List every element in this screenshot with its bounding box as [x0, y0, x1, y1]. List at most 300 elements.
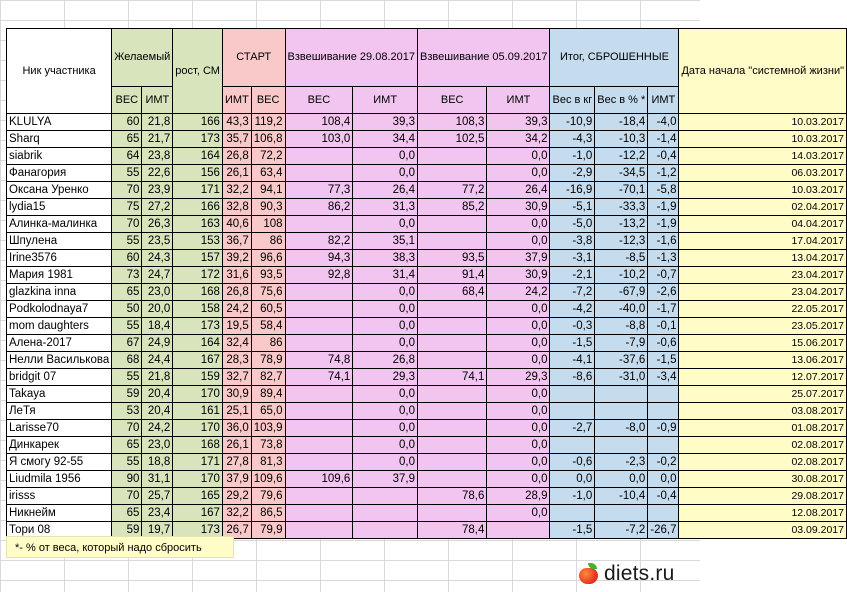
cell-w1-bmi[interactable]: 29,3: [353, 369, 418, 386]
cell-lost-kg[interactable]: [550, 437, 595, 454]
cell-height[interactable]: 164: [173, 148, 223, 165]
cell-desired-weight[interactable]: 67: [112, 335, 142, 352]
cell-start-weight[interactable]: 86: [251, 233, 285, 250]
cell-desired-weight[interactable]: 59: [112, 386, 142, 403]
cell-start-date[interactable]: 29.08.2017: [679, 488, 847, 505]
cell-w2-weight[interactable]: 77,2: [418, 182, 487, 199]
cell-desired-bmi[interactable]: 27,2: [142, 199, 173, 216]
cell-nick[interactable]: glazkina inna: [7, 284, 112, 301]
cell-lost-bmi[interactable]: -1,3: [648, 250, 679, 267]
cell-start-date[interactable]: 22.05.2017: [679, 301, 847, 318]
cell-lost-kg[interactable]: -7,2: [550, 284, 595, 301]
cell-w1-bmi[interactable]: 31,4: [353, 267, 418, 284]
cell-nick[interactable]: Алинка-малинка: [7, 216, 112, 233]
cell-start-date[interactable]: 13.06.2017: [679, 352, 847, 369]
cell-desired-bmi[interactable]: 21,8: [142, 369, 173, 386]
cell-start-weight[interactable]: 106,8: [251, 131, 285, 148]
cell-desired-weight[interactable]: 55: [112, 233, 142, 250]
cell-lost-bmi[interactable]: -1,7: [648, 301, 679, 318]
cell-desired-bmi[interactable]: 23,5: [142, 233, 173, 250]
cell-w1-weight[interactable]: 92,8: [285, 267, 353, 284]
cell-start-bmi[interactable]: 32,4: [222, 335, 251, 352]
cell-w2-weight[interactable]: [418, 471, 487, 488]
cell-height[interactable]: 170: [173, 386, 223, 403]
cell-desired-bmi[interactable]: 18,8: [142, 454, 173, 471]
cell-start-bmi[interactable]: 32,8: [222, 199, 251, 216]
cell-lost-kg[interactable]: [550, 403, 595, 420]
cell-w2-bmi[interactable]: 30,9: [487, 199, 550, 216]
cell-start-date[interactable]: 02.08.2017: [679, 454, 847, 471]
cell-w2-bmi[interactable]: 29,3: [487, 369, 550, 386]
cell-start-bmi[interactable]: 29,2: [222, 488, 251, 505]
cell-w2-bmi[interactable]: 39,3: [487, 114, 550, 131]
cell-w1-bmi[interactable]: 0,0: [353, 216, 418, 233]
cell-w2-weight[interactable]: [418, 233, 487, 250]
cell-w2-weight[interactable]: [418, 386, 487, 403]
cell-lost-bmi[interactable]: -4,0: [648, 114, 679, 131]
cell-w1-weight[interactable]: 74,8: [285, 352, 353, 369]
cell-w1-bmi[interactable]: 0,0: [353, 420, 418, 437]
cell-w1-weight[interactable]: [285, 335, 353, 352]
cell-lost-kg[interactable]: -8,6: [550, 369, 595, 386]
cell-height[interactable]: 153: [173, 233, 223, 250]
cell-desired-bmi[interactable]: 23,4: [142, 505, 173, 522]
cell-w2-bmi[interactable]: 0,0: [487, 471, 550, 488]
cell-w1-weight[interactable]: [285, 420, 353, 437]
cell-w1-weight[interactable]: 82,2: [285, 233, 353, 250]
cell-desired-bmi[interactable]: 20,0: [142, 301, 173, 318]
cell-start-bmi[interactable]: 32,2: [222, 182, 251, 199]
cell-desired-weight[interactable]: 70: [112, 488, 142, 505]
cell-desired-bmi[interactable]: 24,3: [142, 250, 173, 267]
cell-start-date[interactable]: 10.03.2017: [679, 182, 847, 199]
cell-lost-kg[interactable]: -1,5: [550, 522, 595, 539]
cell-w1-weight[interactable]: [285, 284, 353, 301]
cell-nick[interactable]: Тори 08: [7, 522, 112, 539]
cell-lost-kg[interactable]: -1,0: [550, 148, 595, 165]
cell-nick[interactable]: Larisse70: [7, 420, 112, 437]
cell-lost-bmi[interactable]: [648, 403, 679, 420]
cell-w2-weight[interactable]: 78,6: [418, 488, 487, 505]
cell-w2-weight[interactable]: 102,5: [418, 131, 487, 148]
cell-start-bmi[interactable]: 26,1: [222, 437, 251, 454]
cell-start-bmi[interactable]: 32,2: [222, 505, 251, 522]
cell-w2-bmi[interactable]: 0,0: [487, 301, 550, 318]
cell-lost-kg[interactable]: -3,1: [550, 250, 595, 267]
cell-height[interactable]: 156: [173, 165, 223, 182]
cell-start-weight[interactable]: 72,2: [251, 148, 285, 165]
cell-w1-weight[interactable]: [285, 488, 353, 505]
cell-w1-bmi[interactable]: 34,4: [353, 131, 418, 148]
cell-nick[interactable]: Liudmila 1956: [7, 471, 112, 488]
cell-w2-weight[interactable]: 78,4: [418, 522, 487, 539]
cell-w2-bmi[interactable]: 0,0: [487, 505, 550, 522]
cell-lost-kg[interactable]: -2,7: [550, 420, 595, 437]
cell-start-weight[interactable]: 60,5: [251, 301, 285, 318]
cell-nick[interactable]: Takaya: [7, 386, 112, 403]
cell-desired-bmi[interactable]: 23,8: [142, 148, 173, 165]
cell-start-weight[interactable]: 90,3: [251, 199, 285, 216]
cell-desired-weight[interactable]: 55: [112, 165, 142, 182]
cell-start-bmi[interactable]: 25,1: [222, 403, 251, 420]
cell-w1-weight[interactable]: [285, 522, 353, 539]
cell-lost-bmi[interactable]: -0,9: [648, 420, 679, 437]
cell-desired-bmi[interactable]: 24,4: [142, 352, 173, 369]
cell-w2-weight[interactable]: [418, 318, 487, 335]
cell-height[interactable]: 173: [173, 131, 223, 148]
cell-w2-weight[interactable]: 108,3: [418, 114, 487, 131]
cell-start-date[interactable]: 12.07.2017: [679, 369, 847, 386]
cell-w1-bmi[interactable]: 0,0: [353, 386, 418, 403]
cell-start-weight[interactable]: 79,6: [251, 488, 285, 505]
cell-lost-kg[interactable]: -0,6: [550, 454, 595, 471]
cell-w2-weight[interactable]: [418, 505, 487, 522]
cell-lost-bmi[interactable]: -1,5: [648, 352, 679, 369]
cell-desired-weight[interactable]: 60: [112, 250, 142, 267]
cell-lost-pct[interactable]: -2,3: [595, 454, 648, 471]
cell-w2-weight[interactable]: [418, 216, 487, 233]
cell-desired-weight[interactable]: 55: [112, 318, 142, 335]
cell-lost-kg[interactable]: 0,0: [550, 471, 595, 488]
cell-w2-bmi[interactable]: 0,0: [487, 148, 550, 165]
cell-lost-kg[interactable]: [550, 386, 595, 403]
cell-w1-weight[interactable]: [285, 318, 353, 335]
cell-w2-bmi[interactable]: 0,0: [487, 386, 550, 403]
cell-desired-bmi[interactable]: 24,7: [142, 267, 173, 284]
cell-start-weight[interactable]: 89,4: [251, 386, 285, 403]
cell-w2-bmi[interactable]: 26,4: [487, 182, 550, 199]
cell-height[interactable]: 167: [173, 505, 223, 522]
cell-desired-weight[interactable]: 55: [112, 454, 142, 471]
cell-w2-weight[interactable]: 68,4: [418, 284, 487, 301]
cell-start-weight[interactable]: 94,1: [251, 182, 285, 199]
cell-start-bmi[interactable]: 40,6: [222, 216, 251, 233]
cell-lost-kg[interactable]: -0,3: [550, 318, 595, 335]
cell-lost-bmi[interactable]: -0,4: [648, 148, 679, 165]
cell-lost-bmi[interactable]: [648, 505, 679, 522]
cell-w2-bmi[interactable]: 24,2: [487, 284, 550, 301]
cell-lost-pct[interactable]: -31,0: [595, 369, 648, 386]
cell-lost-pct[interactable]: -13,2: [595, 216, 648, 233]
cell-w2-bmi[interactable]: 0,0: [487, 318, 550, 335]
cell-start-weight[interactable]: 86,5: [251, 505, 285, 522]
cell-w2-bmi[interactable]: 0,0: [487, 165, 550, 182]
cell-desired-bmi[interactable]: 23,0: [142, 437, 173, 454]
cell-lost-pct[interactable]: [595, 386, 648, 403]
cell-height[interactable]: 165: [173, 488, 223, 505]
cell-start-bmi[interactable]: 32,7: [222, 369, 251, 386]
cell-lost-pct[interactable]: -67,9: [595, 284, 648, 301]
cell-lost-bmi[interactable]: -1,4: [648, 131, 679, 148]
cell-nick[interactable]: Мария 1981: [7, 267, 112, 284]
cell-w1-weight[interactable]: 77,3: [285, 182, 353, 199]
cell-lost-bmi[interactable]: -1,9: [648, 216, 679, 233]
cell-lost-pct[interactable]: -10,4: [595, 488, 648, 505]
cell-lost-pct[interactable]: [595, 505, 648, 522]
cell-w2-weight[interactable]: [418, 420, 487, 437]
cell-nick[interactable]: ЛеТя: [7, 403, 112, 420]
cell-lost-bmi[interactable]: -0,7: [648, 267, 679, 284]
cell-lost-kg[interactable]: -5,0: [550, 216, 595, 233]
cell-lost-bmi[interactable]: -0,2: [648, 454, 679, 471]
cell-lost-bmi[interactable]: -2,6: [648, 284, 679, 301]
cell-start-weight[interactable]: 82,7: [251, 369, 285, 386]
cell-start-bmi[interactable]: 36,7: [222, 233, 251, 250]
cell-desired-weight[interactable]: 65: [112, 284, 142, 301]
cell-lost-bmi[interactable]: -26,7: [648, 522, 679, 539]
cell-desired-bmi[interactable]: 18,4: [142, 318, 173, 335]
cell-w2-bmi[interactable]: 0,0: [487, 335, 550, 352]
cell-start-bmi[interactable]: 27,8: [222, 454, 251, 471]
cell-w1-bmi[interactable]: [353, 488, 418, 505]
cell-nick[interactable]: bridgit 07: [7, 369, 112, 386]
cell-lost-pct[interactable]: -10,3: [595, 131, 648, 148]
cell-desired-bmi[interactable]: 24,9: [142, 335, 173, 352]
cell-desired-weight[interactable]: 65: [112, 437, 142, 454]
cell-lost-kg[interactable]: -1,5: [550, 335, 595, 352]
cell-w2-weight[interactable]: 93,5: [418, 250, 487, 267]
cell-height[interactable]: 173: [173, 522, 223, 539]
cell-height[interactable]: 166: [173, 199, 223, 216]
cell-w1-weight[interactable]: [285, 437, 353, 454]
cell-w1-bmi[interactable]: 0,0: [353, 284, 418, 301]
cell-height[interactable]: 164: [173, 335, 223, 352]
cell-height[interactable]: 159: [173, 369, 223, 386]
cell-w1-weight[interactable]: [285, 165, 353, 182]
cell-desired-weight[interactable]: 60: [112, 114, 142, 131]
cell-w2-weight[interactable]: [418, 454, 487, 471]
cell-start-weight[interactable]: 73,8: [251, 437, 285, 454]
cell-w1-bmi[interactable]: 0,0: [353, 301, 418, 318]
cell-start-weight[interactable]: 81,3: [251, 454, 285, 471]
cell-desired-bmi[interactable]: 20,4: [142, 386, 173, 403]
cell-lost-bmi[interactable]: -0,6: [648, 335, 679, 352]
cell-lost-bmi[interactable]: [648, 437, 679, 454]
cell-nick[interactable]: Оксана Уренко: [7, 182, 112, 199]
cell-w1-weight[interactable]: 74,1: [285, 369, 353, 386]
cell-start-date[interactable]: 23.04.2017: [679, 267, 847, 284]
cell-desired-weight[interactable]: 50: [112, 301, 142, 318]
cell-desired-bmi[interactable]: 20,4: [142, 403, 173, 420]
cell-w1-weight[interactable]: 94,3: [285, 250, 353, 267]
cell-height[interactable]: 167: [173, 352, 223, 369]
cell-height[interactable]: 173: [173, 318, 223, 335]
cell-start-date[interactable]: 06.03.2017: [679, 165, 847, 182]
cell-lost-pct[interactable]: -12,3: [595, 233, 648, 250]
cell-height[interactable]: 158: [173, 301, 223, 318]
cell-w1-bmi[interactable]: 0,0: [353, 335, 418, 352]
cell-desired-bmi[interactable]: 31,1: [142, 471, 173, 488]
cell-w2-weight[interactable]: [418, 165, 487, 182]
diets-logo[interactable]: [578, 560, 674, 588]
cell-start-weight[interactable]: 103,9: [251, 420, 285, 437]
cell-lost-bmi[interactable]: -1,2: [648, 165, 679, 182]
cell-desired-weight[interactable]: 70: [112, 182, 142, 199]
cell-start-date[interactable]: 25.07.2017: [679, 386, 847, 403]
cell-w2-bmi[interactable]: 30,9: [487, 267, 550, 284]
cell-start-date[interactable]: 23.04.2017: [679, 284, 847, 301]
cell-lost-kg[interactable]: -10,9: [550, 114, 595, 131]
cell-start-date[interactable]: 02.08.2017: [679, 437, 847, 454]
cell-start-bmi[interactable]: 39,2: [222, 250, 251, 267]
cell-w2-weight[interactable]: [418, 148, 487, 165]
cell-start-weight[interactable]: 63,4: [251, 165, 285, 182]
cell-start-bmi[interactable]: 28,3: [222, 352, 251, 369]
cell-desired-weight[interactable]: 53: [112, 403, 142, 420]
cell-desired-bmi[interactable]: 25,7: [142, 488, 173, 505]
cell-lost-pct[interactable]: [595, 437, 648, 454]
cell-lost-bmi[interactable]: -5,8: [648, 182, 679, 199]
cell-w2-weight[interactable]: 91,4: [418, 267, 487, 284]
cell-height[interactable]: 168: [173, 284, 223, 301]
cell-w2-bmi[interactable]: 0,0: [487, 454, 550, 471]
cell-desired-weight[interactable]: 59: [112, 522, 142, 539]
cell-desired-bmi[interactable]: 19,7: [142, 522, 173, 539]
cell-lost-kg[interactable]: -16,9: [550, 182, 595, 199]
cell-lost-kg[interactable]: -4,3: [550, 131, 595, 148]
cell-desired-weight[interactable]: 68: [112, 352, 142, 369]
cell-lost-pct[interactable]: -10,2: [595, 267, 648, 284]
cell-height[interactable]: 170: [173, 471, 223, 488]
cell-w2-bmi[interactable]: 0,0: [487, 437, 550, 454]
cell-start-date[interactable]: 02.04.2017: [679, 199, 847, 216]
cell-start-bmi[interactable]: 37,9: [222, 471, 251, 488]
cell-desired-bmi[interactable]: 23,0: [142, 284, 173, 301]
cell-desired-weight[interactable]: 90: [112, 471, 142, 488]
cell-nick[interactable]: irisss: [7, 488, 112, 505]
cell-nick[interactable]: Podkolodnaya7: [7, 301, 112, 318]
cell-w2-weight[interactable]: [418, 403, 487, 420]
cell-w1-bmi[interactable]: 37,9: [353, 471, 418, 488]
cell-w1-weight[interactable]: [285, 505, 353, 522]
cell-desired-weight[interactable]: 65: [112, 505, 142, 522]
cell-start-bmi[interactable]: 43,3: [222, 114, 251, 131]
cell-start-bmi[interactable]: 26,8: [222, 148, 251, 165]
cell-desired-weight[interactable]: 73: [112, 267, 142, 284]
cell-desired-bmi[interactable]: 26,3: [142, 216, 173, 233]
cell-start-weight[interactable]: 93,5: [251, 267, 285, 284]
cell-lost-pct[interactable]: -7,2: [595, 522, 648, 539]
cell-w1-weight[interactable]: 103,0: [285, 131, 353, 148]
cell-w1-bmi[interactable]: 39,3: [353, 114, 418, 131]
cell-w2-bmi[interactable]: 0,0: [487, 420, 550, 437]
cell-desired-weight[interactable]: 70: [112, 420, 142, 437]
cell-start-bmi[interactable]: 35,7: [222, 131, 251, 148]
cell-start-weight[interactable]: 108: [251, 216, 285, 233]
cell-height[interactable]: 163: [173, 216, 223, 233]
cell-desired-weight[interactable]: 64: [112, 148, 142, 165]
cell-desired-weight[interactable]: 65: [112, 131, 142, 148]
cell-desired-weight[interactable]: 70: [112, 216, 142, 233]
cell-nick[interactable]: siabrik: [7, 148, 112, 165]
cell-w1-weight[interactable]: [285, 403, 353, 420]
cell-w1-weight[interactable]: [285, 216, 353, 233]
cell-lost-bmi[interactable]: -0,1: [648, 318, 679, 335]
cell-w1-weight[interactable]: [285, 301, 353, 318]
cell-nick[interactable]: Алена-2017: [7, 335, 112, 352]
cell-lost-kg[interactable]: -4,1: [550, 352, 595, 369]
cell-lost-pct[interactable]: -40,0: [595, 301, 648, 318]
cell-height[interactable]: 170: [173, 420, 223, 437]
cell-start-date[interactable]: 30.08.2017: [679, 471, 847, 488]
cell-w1-weight[interactable]: [285, 148, 353, 165]
cell-height[interactable]: 166: [173, 114, 223, 131]
cell-w1-weight[interactable]: 108,4: [285, 114, 353, 131]
cell-lost-pct[interactable]: [595, 403, 648, 420]
cell-w1-bmi[interactable]: 0,0: [353, 437, 418, 454]
cell-start-date[interactable]: 23.05.2017: [679, 318, 847, 335]
cell-nick[interactable]: Я смогу 92-55: [7, 454, 112, 471]
cell-start-weight[interactable]: 119,2: [251, 114, 285, 131]
cell-lost-kg[interactable]: -2,9: [550, 165, 595, 182]
cell-nick[interactable]: Sharq: [7, 131, 112, 148]
cell-w2-weight[interactable]: [418, 437, 487, 454]
cell-start-weight[interactable]: 79,9: [251, 522, 285, 539]
cell-start-weight[interactable]: 86: [251, 335, 285, 352]
cell-lost-pct[interactable]: -7,9: [595, 335, 648, 352]
cell-start-bmi[interactable]: 31,6: [222, 267, 251, 284]
cell-w2-bmi[interactable]: 37,9: [487, 250, 550, 267]
cell-lost-kg[interactable]: -3,8: [550, 233, 595, 250]
cell-w1-bmi[interactable]: 26,8: [353, 352, 418, 369]
cell-lost-kg[interactable]: -1,0: [550, 488, 595, 505]
cell-w1-bmi[interactable]: 31,3: [353, 199, 418, 216]
cell-start-weight[interactable]: 75,6: [251, 284, 285, 301]
cell-nick[interactable]: lydia15: [7, 199, 112, 216]
cell-start-weight[interactable]: 58,4: [251, 318, 285, 335]
cell-desired-bmi[interactable]: 21,7: [142, 131, 173, 148]
cell-w1-weight[interactable]: 109,6: [285, 471, 353, 488]
cell-w1-bmi[interactable]: 0,0: [353, 318, 418, 335]
cell-w1-bmi[interactable]: [353, 505, 418, 522]
cell-lost-kg[interactable]: -4,2: [550, 301, 595, 318]
cell-lost-bmi[interactable]: -0,4: [648, 488, 679, 505]
cell-start-bmi[interactable]: 24,2: [222, 301, 251, 318]
cell-lost-pct[interactable]: -70,1: [595, 182, 648, 199]
cell-lost-bmi[interactable]: [648, 386, 679, 403]
cell-w1-bmi[interactable]: 0,0: [353, 454, 418, 471]
cell-lost-pct[interactable]: -18,4: [595, 114, 648, 131]
cell-start-date[interactable]: 04.04.2017: [679, 216, 847, 233]
cell-w2-weight[interactable]: 74,1: [418, 369, 487, 386]
cell-nick[interactable]: KLULYA: [7, 114, 112, 131]
cell-w2-bmi[interactable]: 34,2: [487, 131, 550, 148]
cell-lost-pct[interactable]: -8,0: [595, 420, 648, 437]
cell-start-bmi[interactable]: 26,8: [222, 284, 251, 301]
cell-start-bmi[interactable]: 19,5: [222, 318, 251, 335]
cell-start-date[interactable]: 17.04.2017: [679, 233, 847, 250]
cell-nick[interactable]: Шпулена: [7, 233, 112, 250]
cell-w2-bmi[interactable]: 28,9: [487, 488, 550, 505]
cell-height[interactable]: 168: [173, 437, 223, 454]
cell-start-weight[interactable]: 78,9: [251, 352, 285, 369]
cell-w2-bmi[interactable]: [487, 522, 550, 539]
cell-w2-bmi[interactable]: 0,0: [487, 216, 550, 233]
cell-start-weight[interactable]: 65,0: [251, 403, 285, 420]
cell-start-bmi[interactable]: 30,9: [222, 386, 251, 403]
cell-desired-weight[interactable]: 75: [112, 199, 142, 216]
cell-w2-weight[interactable]: 85,2: [418, 199, 487, 216]
cell-start-date[interactable]: 13.04.2017: [679, 250, 847, 267]
cell-w2-bmi[interactable]: 0,0: [487, 352, 550, 369]
cell-height[interactable]: 171: [173, 454, 223, 471]
cell-w2-bmi[interactable]: 0,0: [487, 233, 550, 250]
cell-desired-bmi[interactable]: 23,9: [142, 182, 173, 199]
cell-start-date[interactable]: 03.08.2017: [679, 403, 847, 420]
cell-lost-pct[interactable]: -8,8: [595, 318, 648, 335]
cell-start-date[interactable]: 12.08.2017: [679, 505, 847, 522]
cell-w1-bmi[interactable]: 38,3: [353, 250, 418, 267]
